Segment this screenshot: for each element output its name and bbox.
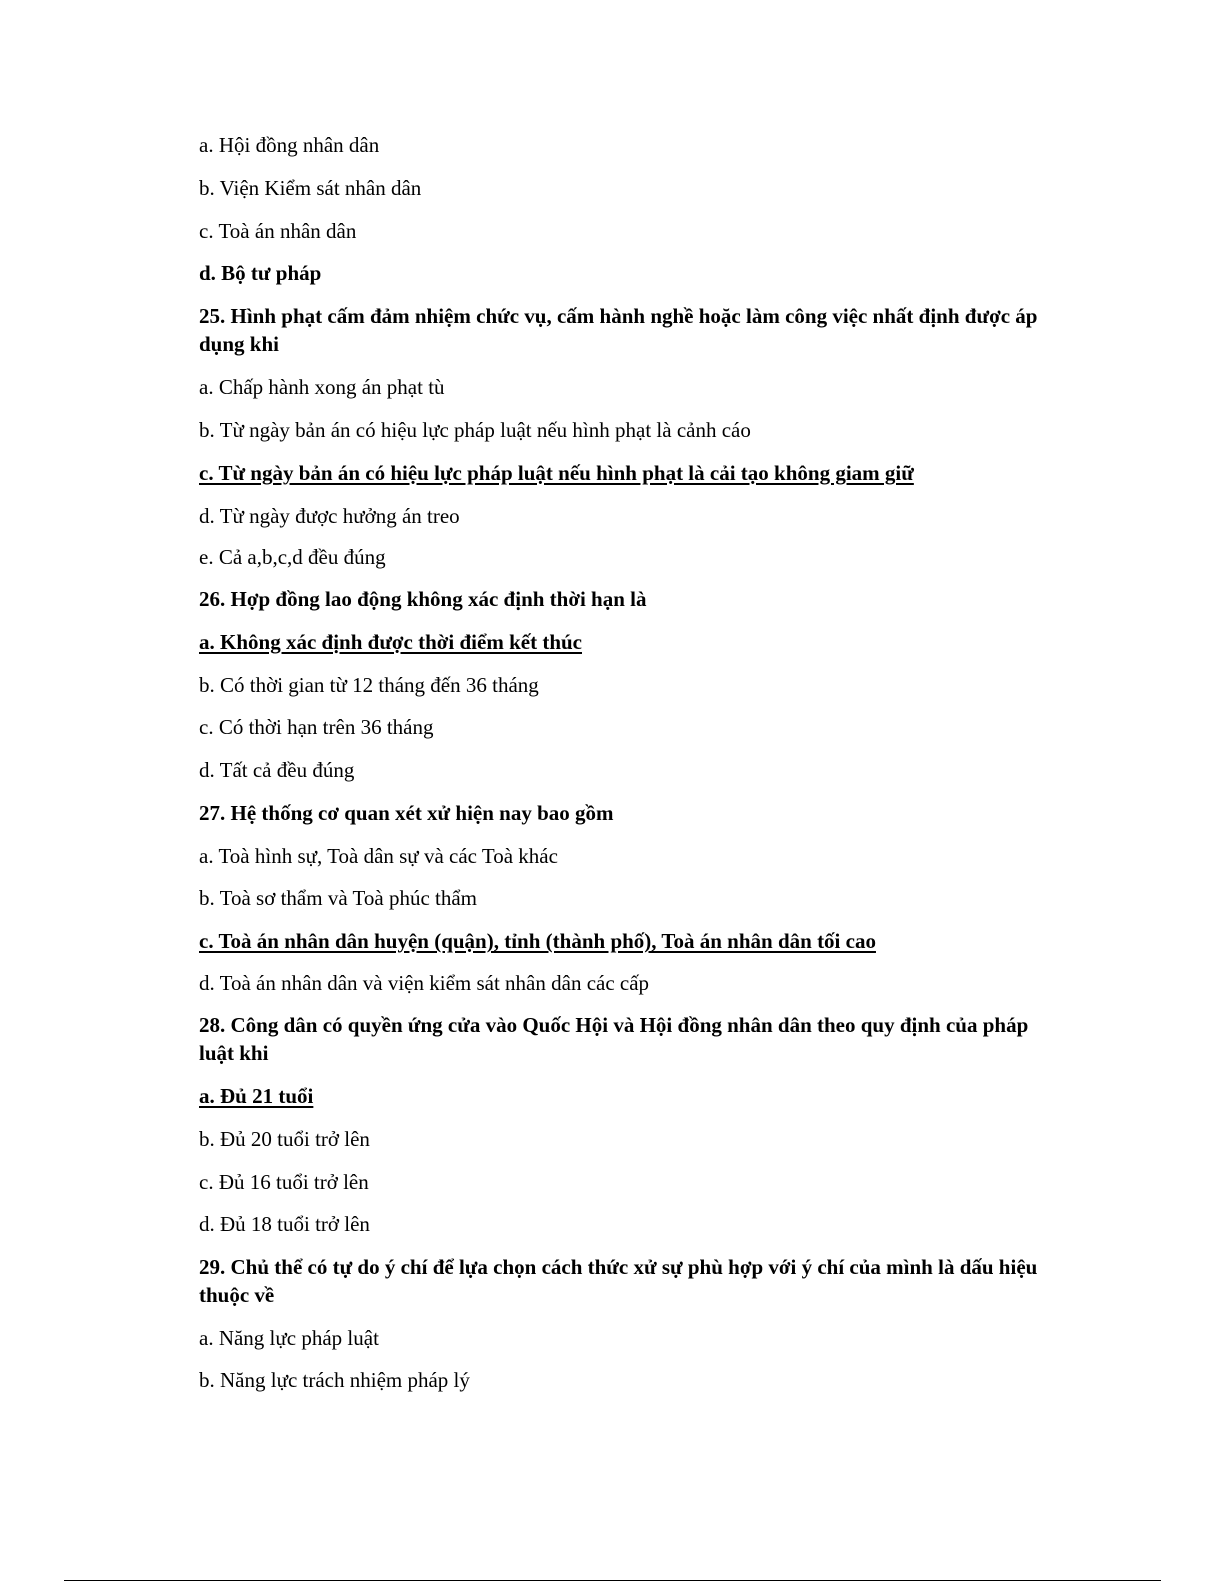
answer-option: a. Năng lực pháp luật: [199, 1326, 379, 1350]
answer-option-correct: c. Từ ngày bản án có hiệu lực pháp luật nếu hình phạt là cải tạo không giam giữ: [199, 461, 914, 485]
question-29: 29. Chủ thể có tự do ý chí để lựa chọn cách thức xử sự phù hợp với ý chí của mình là dấu hiệu thuộc về: [199, 1255, 1038, 1307]
answer-option: a. Hội đồng nhân dân: [199, 133, 380, 157]
answer-option: a. Chấp hành xong án phạt tù: [199, 375, 445, 399]
answer-option: b. Năng lực trách nhiệm pháp lý: [199, 1368, 470, 1392]
question-25: 25. Hình phạt cấm đảm nhiệm chức vụ, cấm hành nghề hoặc làm công việc nhất định được áp dụng khi: [199, 304, 1038, 356]
answer-option: d. Toà án nhân dân và viện kiểm sát nhân dân các cấp: [199, 971, 650, 995]
answer-option: d. Tất cả đều đúng: [199, 758, 355, 782]
question-26: 26. Hợp đồng lao động không xác định thời hạn là: [199, 587, 647, 611]
answer-option: c. Có thời hạn trên 36 tháng: [199, 715, 434, 739]
question-28: 28. Công dân có quyền ứng cửa vào Quốc Hội và Hội đồng nhân dân theo quy định của pháp luật khi: [199, 1013, 1029, 1065]
answer-option: b. Đủ 20 tuổi trở lên: [199, 1127, 370, 1151]
page-bottom-divider: [64, 1580, 1161, 1581]
answer-option-correct: c. Toà án nhân dân huyện (quận), tỉnh (thành phố), Toà án nhân dân tối cao: [199, 929, 876, 953]
answer-option: e. Cả a,b,c,d đều đúng: [199, 545, 386, 569]
answer-option: c. Đủ 16 tuổi trở lên: [199, 1170, 369, 1194]
question-27: 27. Hệ thống cơ quan xét xử hiện nay bao gồm: [199, 801, 614, 825]
answer-option: d. Từ ngày được hưởng án treo: [199, 504, 460, 528]
answer-option: c. Toà án nhân dân: [199, 219, 357, 243]
answer-option: b. Từ ngày bản án có hiệu lực pháp luật nếu hình phạt là cảnh cáo: [199, 418, 751, 442]
answer-option: b. Có thời gian từ 12 tháng đến 36 tháng: [199, 673, 539, 697]
answer-option: d. Đủ 18 tuổi trở lên: [199, 1212, 370, 1236]
answer-option: b. Viện Kiểm sát nhân dân: [199, 176, 422, 200]
answer-option: b. Toà sơ thẩm và Toà phúc thẩm: [199, 886, 478, 910]
answer-option-correct: a. Đủ 21 tuổi: [199, 1084, 314, 1108]
answer-option-highlighted: d. Bộ tư pháp: [199, 261, 322, 285]
answer-option: a. Toà hình sự, Toà dân sự và các Toà khác: [199, 844, 558, 868]
answer-option-correct: a. Không xác định được thời điểm kết thúc: [199, 630, 582, 654]
